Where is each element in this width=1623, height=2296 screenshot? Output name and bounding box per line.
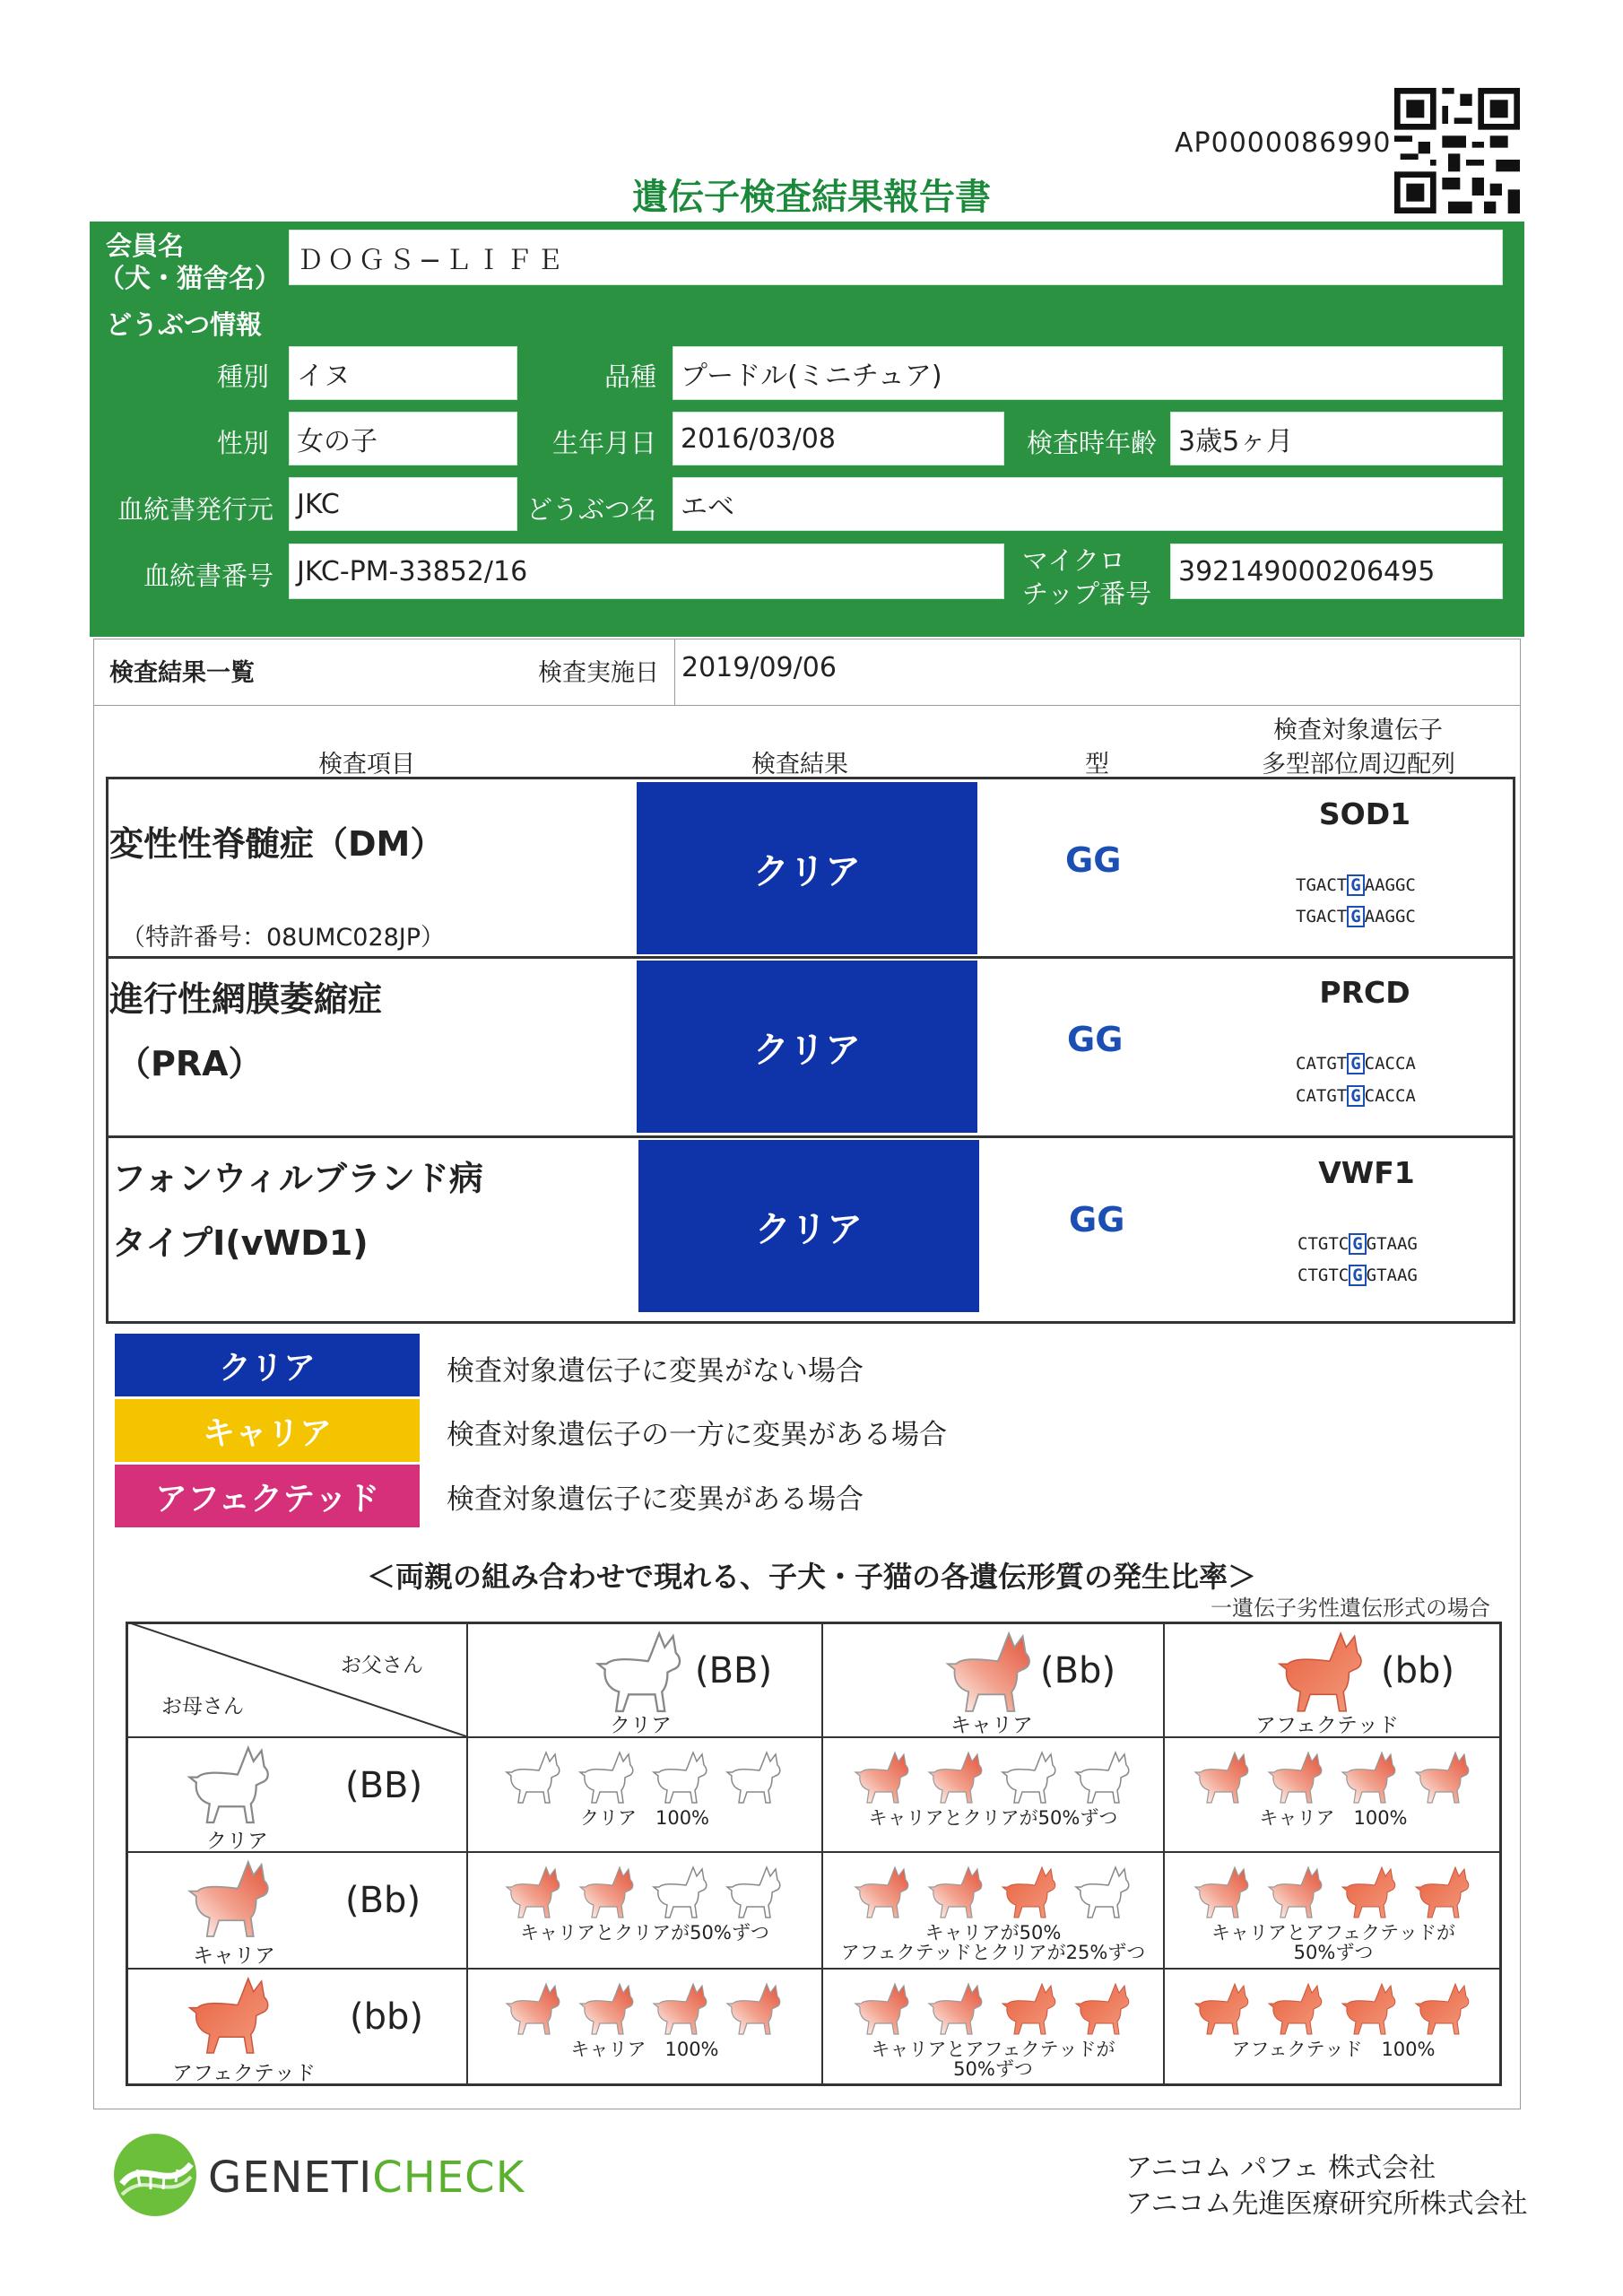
father-clear-icon <box>592 1628 690 1718</box>
offspring-cell <box>823 1970 1163 2086</box>
sequence-line <box>1296 874 1416 896</box>
genotype-value: GG <box>1069 1200 1125 1239</box>
seq-prefix: TGACT <box>1296 907 1348 926</box>
offspring-dog-icon <box>724 1980 786 2036</box>
birth-date-label: 生年月日 <box>551 428 656 458</box>
offspring-dog-icon <box>724 1864 786 1919</box>
offspring-dog-icon <box>503 1980 566 2036</box>
offspring-dog-icon <box>1265 1980 1328 2036</box>
offspring-dogs <box>1165 1864 1502 1919</box>
offspring-dog-icon <box>1412 1980 1475 2036</box>
legend-carrier: キャリア <box>115 1399 420 1462</box>
father-genotype: (bb) <box>1381 1650 1454 1692</box>
father-phenotype: アフェクテッド <box>1255 1714 1399 1737</box>
offspring-dog-icon <box>925 1749 988 1805</box>
test-date-label: 検査実施日 <box>538 659 659 687</box>
animal-name-label: どうぶつ名 <box>525 494 656 525</box>
offspring-dogs <box>823 1749 1163 1805</box>
col-sequence: 多型部位周辺配列 <box>1262 751 1455 778</box>
microchip-number-field: 392149000206495 <box>1170 544 1503 599</box>
genotype-value: GG <box>1067 1020 1124 1059</box>
member-name-field: ＤＯＧＳ−ＬＩＦＥ <box>289 230 1503 285</box>
seq-suffix: CACCA <box>1364 1086 1416 1106</box>
legend-affected-text: 検査対象遺伝子に変異がある場合 <box>447 1483 864 1516</box>
sex-field: 女の子 <box>289 412 517 465</box>
offspring-dog-icon <box>852 1749 915 1805</box>
test-name-sub: （PRA） <box>117 1044 263 1083</box>
offspring-cell <box>468 1970 821 2086</box>
offspring-dog-icon <box>1072 1749 1135 1805</box>
result-row-divider <box>106 956 1515 959</box>
microchip-label: マイクロ <box>1022 545 1125 576</box>
sequence-line <box>1296 906 1416 927</box>
offspring-dog-icon <box>1192 1980 1254 2036</box>
offspring-dog-icon <box>852 1980 915 2036</box>
results-list-label: 検査結果一覧 <box>109 659 255 687</box>
mother-phenotype: アフェクテッド <box>172 2062 316 2085</box>
offspring-dog-icon <box>1192 1749 1254 1805</box>
seq-prefix: TGACT <box>1296 875 1348 895</box>
offspring-dog-icon <box>650 1749 713 1805</box>
offspring-dog-icon <box>650 1980 713 2036</box>
test-name: 進行性網膜萎縮症 <box>109 979 383 1019</box>
offspring-dog-icon <box>1265 1749 1328 1805</box>
offspring-ratio-caption: キャリアとクリアが50%ずつ <box>868 1807 1118 1829</box>
offspring-dog-icon <box>925 1864 988 1919</box>
sequence-line <box>1298 1233 1418 1255</box>
offspring-dog-icon <box>1192 1864 1254 1919</box>
seq-prefix: CTGTC <box>1298 1234 1350 1254</box>
patent-number: （特許番号：08UMC028JP） <box>121 924 446 952</box>
offspring-ratio-caption: キャリア 100% <box>570 2039 719 2060</box>
sequence-line <box>1296 1085 1416 1107</box>
offspring-cell <box>823 1738 1163 1851</box>
test-date: 2019/09/06 <box>681 652 837 683</box>
father-carrier-icon <box>942 1628 1040 1718</box>
father-genotype: (BB) <box>695 1650 773 1692</box>
animal-name-field: エベ <box>673 477 1503 531</box>
col-genotype: 型 <box>1085 751 1109 778</box>
test-name: 変性性脊髄症（DM） <box>109 824 445 864</box>
offspring-dogs <box>823 1980 1163 2036</box>
offspring-cell <box>1165 1738 1502 1851</box>
member-label: 会員名 <box>106 230 185 261</box>
offspring-dogs <box>468 1749 821 1805</box>
offspring-dogs <box>823 1864 1163 1919</box>
species-field: イヌ <box>289 346 517 400</box>
offspring-dog-icon <box>1412 1749 1475 1805</box>
offspring-ratio-caption: キャリアとクリアが50%ずつ <box>520 1922 769 1944</box>
microchip-label-sub: チップ番号 <box>1022 578 1152 609</box>
offspring-dog-icon <box>999 1864 1062 1919</box>
age-label: 検査時年齢 <box>1026 428 1157 458</box>
offspring-dog-icon <box>503 1749 566 1805</box>
seq-base: G <box>1349 1265 1366 1286</box>
mother-label: お母さん <box>161 1695 244 1718</box>
seq-suffix: GTAAG <box>1366 1234 1418 1254</box>
offspring-dog-icon <box>1339 1749 1402 1805</box>
offspring-dog-icon <box>1412 1864 1475 1919</box>
offspring-dog-icon <box>999 1980 1062 2036</box>
offspring-ratio-caption: アフェクテッド 100% <box>1231 2039 1436 2060</box>
seq-base: G <box>1347 906 1364 927</box>
offspring-dog-icon <box>503 1864 566 1919</box>
offspring-dog-icon <box>577 1749 639 1805</box>
company-name-1: アニコム パフェ 株式会社 <box>1125 2152 1436 2184</box>
legend-clear: クリア <box>115 1334 420 1396</box>
offspring-dog-icon <box>925 1980 988 2036</box>
offspring-dog-icon <box>1072 1864 1135 1919</box>
mother-carrier-icon <box>184 1857 278 1943</box>
seq-prefix: CTGTC <box>1298 1265 1350 1285</box>
father-label: お父さん <box>341 1654 423 1677</box>
offspring-dogs <box>468 1980 821 2036</box>
company-name-2: アニコム先進医療研究所株式会社 <box>1125 2188 1528 2220</box>
result-badge-clear: クリア <box>637 961 977 1133</box>
age-field: 3歳5ヶ月 <box>1170 412 1503 465</box>
legend-affected: アフェクテッド <box>115 1465 420 1527</box>
seq-base: G <box>1349 1233 1366 1255</box>
seq-base: G <box>1347 874 1364 896</box>
seq-base: G <box>1347 1053 1364 1074</box>
member-label-sub: （犬・猫舎名） <box>99 263 282 293</box>
document-id: AP0000086990 <box>1175 127 1392 159</box>
offspring-dog-icon <box>1339 1980 1402 2036</box>
pedigree-number-field: JKC-PM-33852/16 <box>289 544 1004 599</box>
breed-field: プードル(ミニチュア) <box>673 346 1503 400</box>
birth-date-field: 2016/03/08 <box>673 412 1004 465</box>
pedigree-issuer-label: 血統書発行元 <box>117 494 273 525</box>
genotype-value: GG <box>1065 840 1122 880</box>
sequence-line <box>1296 1053 1416 1074</box>
date-divider <box>674 639 675 705</box>
mother-clear-icon <box>184 1743 278 1829</box>
seq-suffix: AAGGC <box>1364 907 1416 926</box>
offspring-cell <box>1165 1970 1502 2086</box>
gene-name: SOD1 <box>1318 796 1411 831</box>
animal-section-label: どうぶつ情報 <box>106 309 263 340</box>
mother-phenotype: クリア <box>206 1830 268 1853</box>
offspring-dog-icon <box>577 1864 639 1919</box>
col-test-item: 検査項目 <box>318 751 415 778</box>
mother-genotype: (BB) <box>345 1765 423 1806</box>
logo-text-part1: GENETI <box>208 2152 373 2203</box>
seq-suffix: AAGGC <box>1364 875 1416 895</box>
seq-prefix: CATGT <box>1296 1054 1348 1074</box>
pedigree-issuer-field: JKC <box>289 477 517 531</box>
offspring-cell <box>1165 1853 1502 1968</box>
mother-genotype: (Bb) <box>345 1880 421 1921</box>
offspring-dogs <box>468 1864 821 1919</box>
mother-genotype: (bb) <box>350 1996 423 2038</box>
col-test-result: 検査結果 <box>751 751 848 778</box>
test-name: フォンウィルブランド病 <box>112 1159 483 1198</box>
inheritance-title: ＜両親の組み合わせで現れる、子犬・子猫の各遺伝形質の発生比率＞ <box>366 1560 1256 1594</box>
offspring-dog-icon <box>1072 1980 1135 2036</box>
offspring-dog-icon <box>724 1749 786 1805</box>
gene-name: VWF1 <box>1318 1155 1415 1190</box>
offspring-ratio-caption: キャリアが50% アフェクテッドとクリアが25%ずつ <box>840 1922 1146 1963</box>
offspring-ratio-caption: クリア 100% <box>579 1807 710 1829</box>
sequence-line <box>1298 1265 1418 1286</box>
seq-prefix: CATGT <box>1296 1086 1348 1106</box>
species-label: 種別 <box>216 361 269 392</box>
breed-label: 品種 <box>603 361 656 392</box>
father-phenotype: キャリア <box>950 1714 1033 1737</box>
offspring-dogs <box>1165 1749 1502 1805</box>
result-badge-clear: クリア <box>637 782 977 954</box>
logo-text-part2: CHECK <box>372 2152 525 2203</box>
offspring-dogs <box>1165 1980 1502 2036</box>
offspring-dog-icon <box>852 1864 915 1919</box>
report-title: 遺伝子検査結果報告書 <box>632 177 991 218</box>
seq-suffix: GTAAG <box>1366 1265 1418 1285</box>
mother-phenotype: キャリア <box>193 1944 275 1968</box>
list-header-divider <box>93 705 1521 706</box>
legend-carrier-text: 検査対象遺伝子の一方に変異がある場合 <box>447 1419 947 1451</box>
offspring-cell <box>823 1853 1163 1968</box>
offspring-cell <box>468 1738 821 1851</box>
gene-name: PRCD <box>1319 975 1410 1010</box>
test-name-sub: タイプⅠ(vWD1) <box>112 1223 369 1263</box>
father-phenotype: クリア <box>610 1714 672 1737</box>
father-affected-icon <box>1273 1628 1372 1718</box>
geneticheck-logo-text <box>208 2152 525 2203</box>
inheritance-note: 一遺伝子劣性遺伝形式の場合 <box>1211 1596 1490 1621</box>
col-target-gene: 検査対象遺伝子 <box>1273 717 1443 744</box>
father-genotype: (Bb) <box>1040 1650 1116 1692</box>
offspring-dog-icon <box>577 1980 639 2036</box>
legend-clear-text: 検査対象遺伝子に変異がない場合 <box>447 1355 864 1387</box>
offspring-dog-icon <box>1265 1864 1328 1919</box>
offspring-dog-icon <box>650 1864 713 1919</box>
offspring-ratio-caption: キャリアとアフェクテッドが 50%ずつ <box>1211 1922 1455 1963</box>
result-row-divider <box>106 1135 1515 1138</box>
offspring-dog-icon <box>999 1749 1062 1805</box>
offspring-cell <box>468 1853 821 1968</box>
seq-suffix: CACCA <box>1364 1054 1416 1074</box>
result-badge-clear: クリア <box>638 1140 979 1312</box>
geneticheck-logo-icon <box>106 2130 204 2220</box>
offspring-ratio-caption: キャリア 100% <box>1259 1807 1408 1829</box>
seq-base: G <box>1347 1085 1364 1107</box>
mother-affected-icon <box>184 1973 278 2059</box>
pedigree-number-label: 血統書番号 <box>143 561 273 591</box>
offspring-dog-icon <box>1339 1864 1402 1919</box>
sex-label: 性別 <box>216 428 269 458</box>
offspring-ratio-caption: キャリアとアフェクテッドが 50%ずつ <box>871 2039 1115 2080</box>
